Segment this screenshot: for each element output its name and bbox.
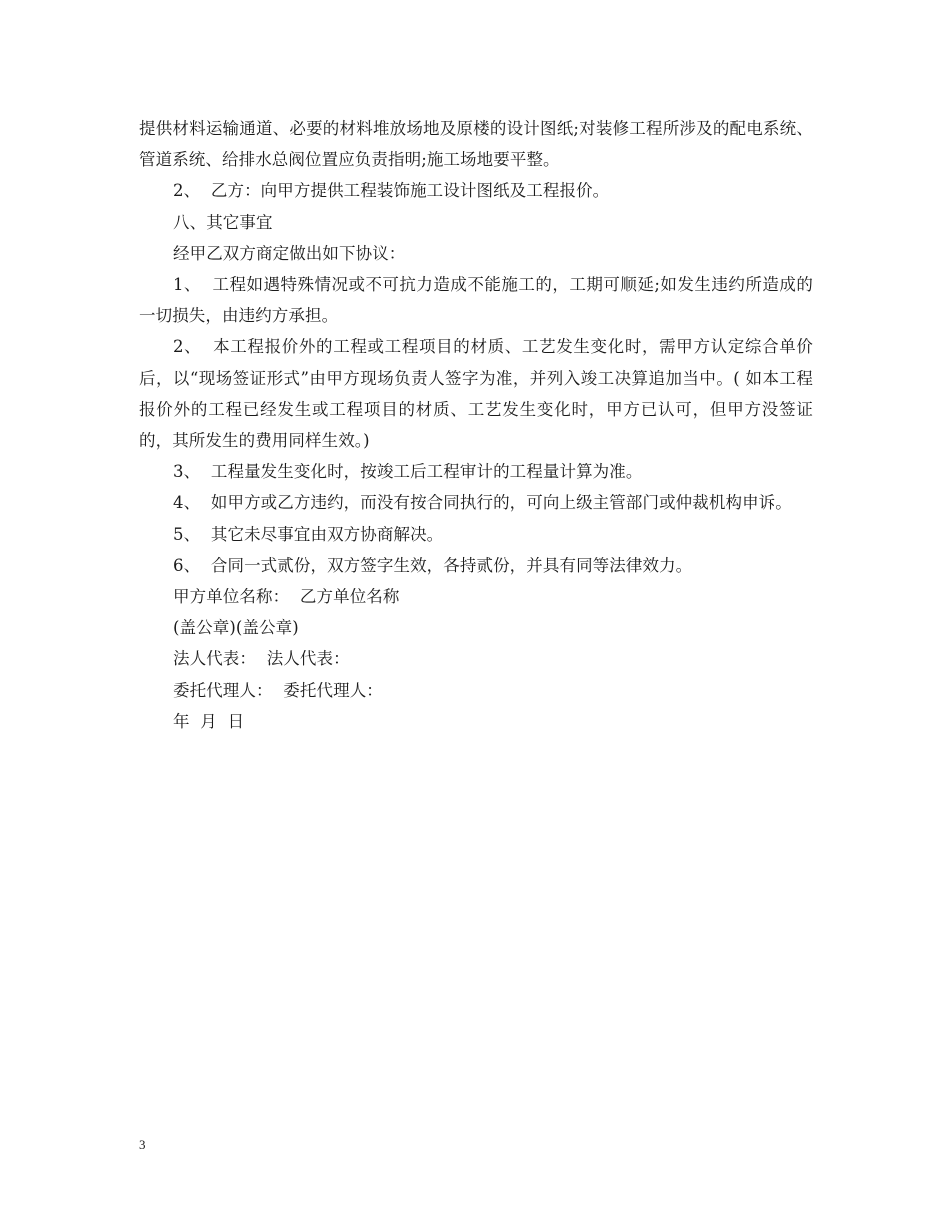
paragraph-agreement-intro: 经甲乙双方商定做出如下协议： — [173, 243, 406, 263]
clause-3-quantity-change: 3、 工程量发生变化时，按竣工后工程审计的工程量计算为准。 — [173, 462, 643, 482]
clause-1-force-majeure: 1、 工程如遇特殊情况或不可抗力造成不能施工的，工期可顺延;如发生违约所造成的一切损失，由违约方承担。 — [139, 275, 813, 326]
clause-2-variation: 2、 本工程报价外的工程或工程项目的材质、工艺发生变化时，需甲方认定综合单价后，以“现场签证形式”由甲方现场负责人签字为准，并列入竣工决算追加当中。( 如本工程报价外的工程已经发生或工程项目的材质、工艺发生变化时，甲方已认可，但甲方没签证的，其所发生的费用同样生效。) — [139, 337, 813, 451]
signature-date: 年 月 日 — [173, 711, 245, 731]
clause-4-breach-appeal: 4、 如甲方或乙方违约，而没有按合同执行的，可向上级主管部门或仲裁机构申诉。 — [173, 493, 792, 513]
signature-seals: (盖公章)(盖公章) — [173, 618, 299, 638]
signature-agents: 委托代理人： 委托代理人： — [173, 680, 383, 700]
paragraph-party-b-duty: 2、 乙方：向甲方提供工程装饰施工设计图纸及工程报价。 — [173, 181, 610, 201]
page-number: 3 — [139, 1137, 146, 1152]
clause-6-copies: 6、 合同一式贰份，双方签字生效，各持贰份，并具有同等法律效力。 — [173, 555, 693, 575]
clause-5-other-matters: 5、 其它未尽事宜由双方协商解决。 — [173, 524, 444, 544]
document-body — [139, 113, 813, 737]
paragraph-site-provision: 提供材料运输通道、必要的材料堆放场地及原楼的设计图纸;对装修工程所涉及的配电系统、管道系统、给排水总阀位置应负责指明;施工场地要平整。 — [139, 119, 813, 170]
section-heading-other-matters: 八、其它事宜 — [173, 212, 273, 232]
signature-legal-reps: 法人代表： 法人代表： — [173, 649, 350, 669]
signature-party-names: 甲方单位名称： 乙方单位名称 — [173, 587, 400, 607]
